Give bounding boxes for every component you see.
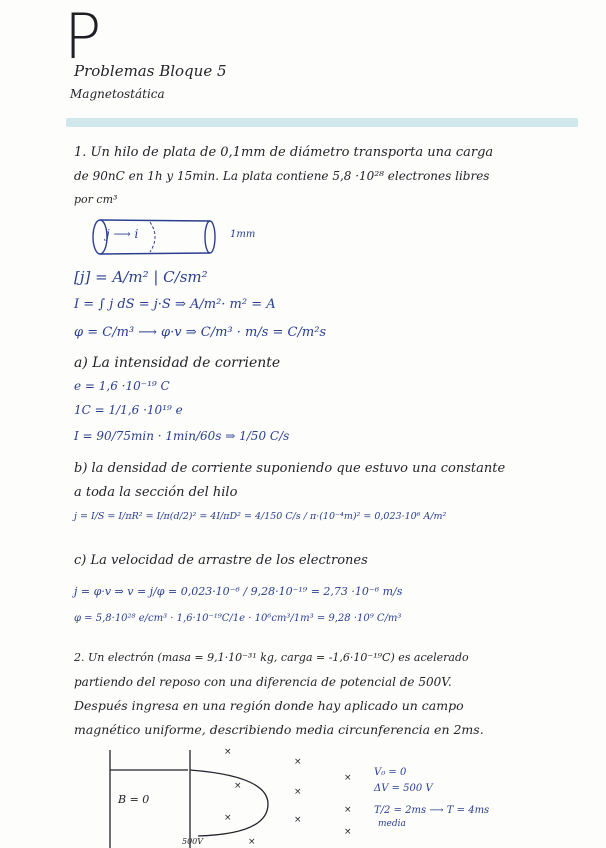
page-title: Problemas Bloque 5 [74, 62, 227, 80]
big-letter-p: P [64, 0, 102, 73]
svg-text:×: × [248, 837, 256, 847]
given-period: T/2 = 2ms ⟶ T = 4ms [374, 805, 490, 816]
problem2-line4: magnético uniforme, describiendo media circunferencia en 2ms. [74, 722, 484, 737]
given-v0: V₀ = 0 [374, 767, 407, 778]
part-b-formula: j = I/S = I/πR² = I/π(d/2)² = 4I/πD² = 4/150 C/s / π·(10⁻⁴m)² = 0,023·10⁶ A/m² [74, 511, 447, 522]
part-c-line1: j = φ·v ⇒ v = j/φ = 0,023·10⁻⁶ / 9,28·10⁻¹⁹ = 2,73 ·10⁻⁶ m/s [74, 585, 403, 598]
bottom-voltage-label: 500V [182, 837, 204, 846]
highlighter-rule [66, 118, 578, 127]
svg-text:×: × [294, 757, 302, 767]
wire-dimension-label: 1mm [230, 229, 256, 240]
problem2-line3: Después ingresa en una región donde hay aplicado un campo [74, 698, 464, 713]
svg-text:×: × [234, 781, 242, 791]
problem2-line1: 2. Un electrón (masa = 9,1·10⁻³¹ kg, carga = -1,6·10⁻¹⁹C) es acelerado [74, 651, 469, 664]
page-subtitle: Magnetostática [70, 87, 165, 101]
svg-text:×: × [344, 827, 352, 837]
wire-inner-label: j ⟶ i [106, 227, 139, 241]
part-b-heading-line1: b) la densidad de corriente suponiendo que estuvo una constante [74, 461, 506, 476]
problem2-line2: partiendo del reposo con una diferencia de potencial de 500V. [74, 675, 452, 689]
part-b-heading-line2: a toda la sección del hilo [74, 485, 238, 500]
charge-density-line: φ = C/m³ ⟶ φ·v ⇒ C/m³ · m/s = C/m²s [74, 325, 327, 340]
given-period-note: media [378, 819, 406, 829]
part-a-line1: e = 1,6 ·10⁻¹⁹ C [74, 379, 170, 393]
svg-text:×: × [224, 813, 232, 823]
part-a-line3: I = 90/75min · 1min/60s ⇒ 1/50 C/s [74, 429, 290, 443]
part-a-line2: 1C = 1/1,6 ·10¹⁹ e [74, 403, 183, 417]
problem1-statement-line1: 1. Un hilo de plata de 0,1mm de diámetro transporta una carga [74, 145, 494, 160]
svg-text:×: × [344, 805, 352, 815]
svg-text:×: × [344, 773, 352, 783]
problem1-statement-line2: de 90nC en 1h y 15min. La plata contiene 5,8 ·10²⁸ electrones libres [74, 169, 490, 183]
svg-text:×: × [294, 787, 302, 797]
svg-text:×: × [224, 747, 232, 757]
problem1-statement-line3: por cm³ [74, 193, 118, 206]
part-c-heading: c) La velocidad de arrastre de los electrones [74, 553, 368, 568]
field-zero-label: B = 0 [118, 793, 150, 806]
units-line: [j] = A/m² | C/sm² [74, 268, 208, 286]
part-c-line2: φ = 5,8·10²⁸ e/cm³ · 1,6·10⁻¹⁹C/1e · 10⁶cm³/1m³ = 9,28 ·10⁹ C/m³ [74, 613, 402, 624]
part-a-heading: a) La intensidad de corriente [74, 355, 281, 371]
intensity-definition: I = ∫ j dS = j·S ⇒ A/m²· m² = A [74, 297, 276, 312]
svg-text:×: × [294, 815, 302, 825]
given-potential: ΔV = 500 V [374, 783, 433, 794]
